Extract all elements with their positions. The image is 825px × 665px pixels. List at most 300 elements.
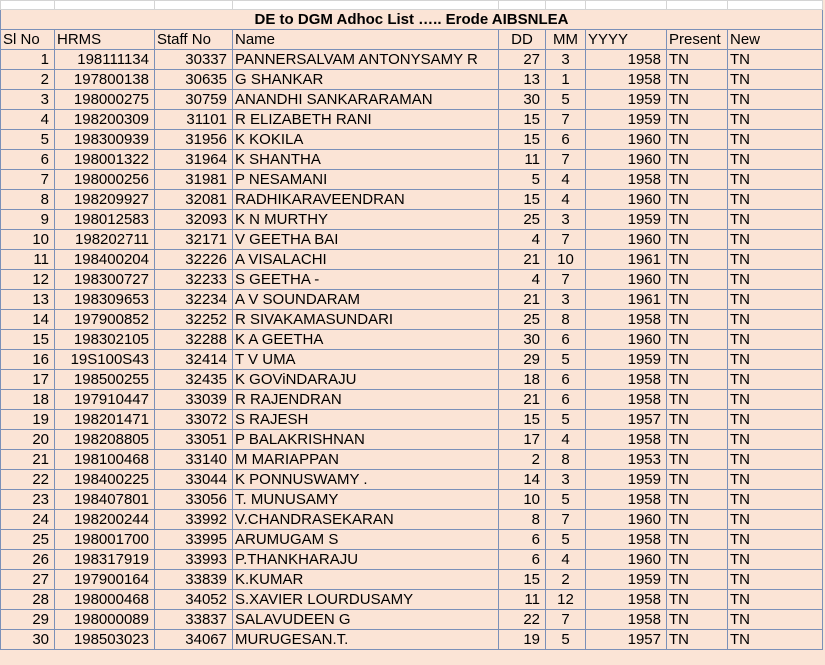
cell-hrms[interactable]: 198200244 [55, 510, 155, 530]
cell-yyyy[interactable]: 1960 [586, 150, 667, 170]
cell-name[interactable]: K.KUMAR [233, 570, 499, 590]
cell-name[interactable]: A VISALACHI [233, 250, 499, 270]
cell-mm[interactable]: 3 [546, 470, 586, 490]
cell-mm[interactable]: 7 [546, 230, 586, 250]
cell-sl-no[interactable]: 2 [1, 70, 55, 90]
cell-yyyy[interactable]: 1960 [586, 230, 667, 250]
table-row [1, 550, 823, 570]
cell-hrms[interactable]: 198503023 [55, 630, 155, 650]
cell-staff-no[interactable]: 31956 [155, 130, 233, 150]
cell-new[interactable]: TN [728, 610, 823, 630]
cell-dd[interactable]: 25 [499, 310, 546, 330]
cell-staff-no[interactable]: 33140 [155, 450, 233, 470]
cell-staff-no[interactable]: 30759 [155, 90, 233, 110]
cell-dd[interactable]: 14 [499, 470, 546, 490]
cell-yyyy[interactable]: 1959 [586, 110, 667, 130]
cell-dd[interactable]: 2 [499, 450, 546, 470]
header-new[interactable]: New [728, 30, 823, 50]
cell-dd[interactable]: 19 [499, 630, 546, 650]
cell-new[interactable]: TN [728, 390, 823, 410]
cell-dd[interactable]: 4 [499, 230, 546, 250]
cell-new[interactable]: TN [728, 410, 823, 430]
cell-new[interactable]: TN [728, 570, 823, 590]
cell-new[interactable]: TN [728, 470, 823, 490]
cell-dd[interactable]: 29 [499, 350, 546, 370]
cell-present[interactable]: TN [667, 630, 728, 650]
cell-new[interactable]: TN [728, 490, 823, 510]
header-present[interactable]: Present [667, 30, 728, 50]
cell-sl-no[interactable]: 11 [1, 250, 55, 270]
cell-present[interactable]: TN [667, 450, 728, 470]
cell-mm[interactable]: 7 [546, 150, 586, 170]
cell-name[interactable]: V.CHANDRASEKARAN [233, 510, 499, 530]
cell-yyyy[interactable]: 1957 [586, 410, 667, 430]
cell-new[interactable]: TN [728, 50, 823, 70]
cell-name[interactable]: K PONNUSWAMY . [233, 470, 499, 490]
cell-sl-no[interactable]: 21 [1, 450, 55, 470]
cell-yyyy[interactable]: 1953 [586, 450, 667, 470]
header-sl-no[interactable]: Sl No [1, 30, 55, 50]
cell-present[interactable]: TN [667, 250, 728, 270]
cell-sl-no[interactable]: 18 [1, 390, 55, 410]
cell-new[interactable]: TN [728, 530, 823, 550]
cell-mm[interactable]: 5 [546, 530, 586, 550]
cell-sl-no[interactable]: 7 [1, 170, 55, 190]
cell-sl-no[interactable]: 22 [1, 470, 55, 490]
cell-staff-no[interactable]: 33051 [155, 430, 233, 450]
cell-name[interactable]: T. MUNUSAMY [233, 490, 499, 510]
header-dd[interactable]: DD [499, 30, 546, 50]
cell-mm[interactable]: 7 [546, 610, 586, 630]
cell-mm[interactable]: 1 [546, 70, 586, 90]
cell-sl-no[interactable]: 14 [1, 310, 55, 330]
cell-mm[interactable]: 3 [546, 50, 586, 70]
cell-present[interactable]: TN [667, 70, 728, 90]
cell-staff-no[interactable]: 31981 [155, 170, 233, 190]
cell-new[interactable]: TN [728, 170, 823, 190]
cell-sl-no[interactable]: 16 [1, 350, 55, 370]
cell-dd[interactable]: 21 [499, 250, 546, 270]
cell-staff-no[interactable]: 30337 [155, 50, 233, 70]
cell-staff-no[interactable]: 33992 [155, 510, 233, 530]
cell-sl-no[interactable]: 1 [1, 50, 55, 70]
table-row [1, 90, 823, 110]
cell-hrms[interactable]: 198111134 [55, 50, 155, 70]
cell-yyyy[interactable]: 1959 [586, 210, 667, 230]
cell-dd[interactable]: 18 [499, 370, 546, 390]
cell-hrms[interactable]: 198012583 [55, 210, 155, 230]
cell-yyyy[interactable]: 1959 [586, 470, 667, 490]
cell-present[interactable]: TN [667, 130, 728, 150]
cell-name[interactable]: M MARIAPPAN [233, 450, 499, 470]
cell-hrms[interactable]: 198001700 [55, 530, 155, 550]
cell-yyyy[interactable]: 1958 [586, 430, 667, 450]
cell-present[interactable]: TN [667, 430, 728, 450]
cell-hrms[interactable]: 19S100S43 [55, 350, 155, 370]
cell-hrms[interactable]: 198201471 [55, 410, 155, 430]
cell-hrms[interactable]: 198000275 [55, 90, 155, 110]
cell-hrms[interactable]: 198208805 [55, 430, 155, 450]
cell-mm[interactable]: 3 [546, 210, 586, 230]
cell-name[interactable]: RADHIKARAVEENDRAN [233, 190, 499, 210]
cell-dd[interactable]: 21 [499, 390, 546, 410]
cell-present[interactable]: TN [667, 50, 728, 70]
cell-hrms[interactable]: 197910447 [55, 390, 155, 410]
cell-staff-no[interactable]: 32414 [155, 350, 233, 370]
cell-sl-no[interactable]: 10 [1, 230, 55, 250]
cell-staff-no[interactable]: 33837 [155, 610, 233, 630]
cell-present[interactable]: TN [667, 510, 728, 530]
cell-name[interactable]: K KOKILA [233, 130, 499, 150]
table-row [1, 110, 823, 130]
cell-yyyy[interactable]: 1959 [586, 350, 667, 370]
cell-yyyy[interactable]: 1959 [586, 90, 667, 110]
cell-dd[interactable]: 6 [499, 550, 546, 570]
cell-hrms[interactable]: 198100468 [55, 450, 155, 470]
cell-hrms[interactable]: 198200309 [55, 110, 155, 130]
cell-mm[interactable]: 4 [546, 170, 586, 190]
cell-mm[interactable]: 6 [546, 370, 586, 390]
cell-dd[interactable]: 15 [499, 130, 546, 150]
cell-mm[interactable]: 6 [546, 390, 586, 410]
cell-dd[interactable]: 6 [499, 530, 546, 550]
cell-yyyy[interactable]: 1961 [586, 290, 667, 310]
cell-dd[interactable]: 17 [499, 430, 546, 450]
cell-sl-no[interactable]: 26 [1, 550, 55, 570]
cell-staff-no[interactable]: 32093 [155, 210, 233, 230]
cell-new[interactable]: TN [728, 310, 823, 330]
table-row [1, 490, 823, 510]
cell-present[interactable]: TN [667, 550, 728, 570]
cell-sl-no[interactable]: 3 [1, 90, 55, 110]
cell-sl-no[interactable]: 4 [1, 110, 55, 130]
cell-hrms[interactable]: 198300727 [55, 270, 155, 290]
cell-name[interactable]: R ELIZABETH RANI [233, 110, 499, 130]
table-row [1, 130, 823, 150]
table-row [1, 290, 823, 310]
cell-staff-no[interactable]: 33839 [155, 570, 233, 590]
cell-staff-no[interactable]: 32234 [155, 290, 233, 310]
cell-sl-no[interactable]: 25 [1, 530, 55, 550]
cell-sl-no[interactable]: 15 [1, 330, 55, 350]
cell-staff-no[interactable]: 33039 [155, 390, 233, 410]
cell-yyyy[interactable]: 1958 [586, 70, 667, 90]
cell-dd[interactable]: 11 [499, 150, 546, 170]
cell-new[interactable]: TN [728, 110, 823, 130]
cell-new[interactable]: TN [728, 270, 823, 290]
cell-mm[interactable]: 6 [546, 330, 586, 350]
cell-staff-no[interactable]: 32226 [155, 250, 233, 270]
cell-mm[interactable]: 7 [546, 270, 586, 290]
cell-hrms[interactable]: 198202711 [55, 230, 155, 250]
cell-staff-no[interactable]: 32252 [155, 310, 233, 330]
cell-hrms[interactable]: 198302105 [55, 330, 155, 350]
cell-new[interactable]: TN [728, 250, 823, 270]
cell-present[interactable]: TN [667, 330, 728, 350]
cell-mm[interactable]: 5 [546, 490, 586, 510]
cell-present[interactable]: TN [667, 290, 728, 310]
cell-mm[interactable]: 2 [546, 570, 586, 590]
cell-hrms[interactable]: 198000468 [55, 590, 155, 610]
cell-name[interactable]: S.XAVIER LOURDUSAMY [233, 590, 499, 610]
cell-mm[interactable]: 5 [546, 90, 586, 110]
cell-name[interactable]: V GEETHA BAI [233, 230, 499, 250]
cell-dd[interactable]: 15 [499, 570, 546, 590]
cell-name[interactable]: ANANDHI SANKARARAMAN [233, 90, 499, 110]
table-row [1, 230, 823, 250]
cell-new[interactable]: TN [728, 350, 823, 370]
cell-present[interactable]: TN [667, 410, 728, 430]
cell-present[interactable]: TN [667, 390, 728, 410]
cell-yyyy[interactable]: 1960 [586, 130, 667, 150]
cell-name[interactable]: ARUMUGAM S [233, 530, 499, 550]
cell-name[interactable]: SALAVUDEEN G [233, 610, 499, 630]
header-mm[interactable]: MM [546, 30, 586, 50]
cell-yyyy[interactable]: 1958 [586, 590, 667, 610]
cell-mm[interactable]: 5 [546, 630, 586, 650]
cell-mm[interactable]: 8 [546, 310, 586, 330]
cell-mm[interactable]: 12 [546, 590, 586, 610]
cell-staff-no[interactable]: 32288 [155, 330, 233, 350]
cell-present[interactable]: TN [667, 370, 728, 390]
cell-dd[interactable]: 13 [499, 70, 546, 90]
cell-dd[interactable]: 15 [499, 410, 546, 430]
cell-dd[interactable]: 5 [499, 170, 546, 190]
cell-sl-no[interactable]: 17 [1, 370, 55, 390]
cell-yyyy[interactable]: 1958 [586, 490, 667, 510]
cell-hrms[interactable]: 198407801 [55, 490, 155, 510]
cell-present[interactable]: TN [667, 230, 728, 250]
cell-new[interactable]: TN [728, 630, 823, 650]
cell-name[interactable]: A V SOUNDARAM [233, 290, 499, 310]
cell-dd[interactable]: 25 [499, 210, 546, 230]
cell-dd[interactable]: 30 [499, 90, 546, 110]
header-staff-no[interactable]: Staff No [155, 30, 233, 50]
cell-present[interactable]: TN [667, 150, 728, 170]
cell-new[interactable]: TN [728, 150, 823, 170]
cell-present[interactable]: TN [667, 570, 728, 590]
cell-mm[interactable]: 5 [546, 350, 586, 370]
cell-name[interactable]: K SHANTHA [233, 150, 499, 170]
cell-mm[interactable]: 5 [546, 410, 586, 430]
table-row [1, 270, 823, 290]
table-row [1, 330, 823, 350]
cell-yyyy[interactable]: 1960 [586, 550, 667, 570]
table-row [1, 570, 823, 590]
cell-mm[interactable]: 7 [546, 110, 586, 130]
cell-yyyy[interactable]: 1960 [586, 190, 667, 210]
cell-dd[interactable]: 22 [499, 610, 546, 630]
table-row [1, 530, 823, 550]
cell-yyyy[interactable]: 1959 [586, 570, 667, 590]
cell-yyyy[interactable]: 1960 [586, 270, 667, 290]
cell-hrms[interactable]: 198309653 [55, 290, 155, 310]
cell-mm[interactable]: 4 [546, 550, 586, 570]
cell-sl-no[interactable]: 5 [1, 130, 55, 150]
cell-new[interactable]: TN [728, 70, 823, 90]
cell-name[interactable]: MURUGESAN.T. [233, 630, 499, 650]
cell-new[interactable]: TN [728, 550, 823, 570]
cell-hrms[interactable]: 198400225 [55, 470, 155, 490]
cell-sl-no[interactable]: 13 [1, 290, 55, 310]
cell-hrms[interactable]: 198209927 [55, 190, 155, 210]
cell-name[interactable]: P.THANKHARAJU [233, 550, 499, 570]
header-name[interactable]: Name [233, 30, 499, 50]
cell-staff-no[interactable]: 34052 [155, 590, 233, 610]
cell-hrms[interactable]: 198001322 [55, 150, 155, 170]
cell-hrms[interactable]: 198000089 [55, 610, 155, 630]
cell-name[interactable]: S RAJESH [233, 410, 499, 430]
cell-present[interactable]: TN [667, 210, 728, 230]
cell-hrms[interactable]: 198000256 [55, 170, 155, 190]
cell-present[interactable]: TN [667, 170, 728, 190]
cell-sl-no[interactable]: 29 [1, 610, 55, 630]
table-row [1, 50, 823, 70]
cell-staff-no[interactable]: 33993 [155, 550, 233, 570]
cell-yyyy[interactable]: 1960 [586, 330, 667, 350]
cell-hrms[interactable]: 198400204 [55, 250, 155, 270]
cell-staff-no[interactable]: 31101 [155, 110, 233, 130]
cell-hrms[interactable]: 197800138 [55, 70, 155, 90]
header-yyyy[interactable]: YYYY [586, 30, 667, 50]
cell-sl-no[interactable]: 20 [1, 430, 55, 450]
cell-mm[interactable]: 4 [546, 190, 586, 210]
cell-new[interactable]: TN [728, 590, 823, 610]
table-row [1, 470, 823, 490]
cell-yyyy[interactable]: 1958 [586, 530, 667, 550]
table-row [1, 150, 823, 170]
cell-new[interactable]: TN [728, 330, 823, 350]
cell-yyyy[interactable]: 1958 [586, 610, 667, 630]
cell-mm[interactable]: 4 [546, 430, 586, 450]
cell-hrms[interactable]: 197900852 [55, 310, 155, 330]
cell-staff-no[interactable]: 34067 [155, 630, 233, 650]
cell-mm[interactable]: 8 [546, 450, 586, 470]
cell-new[interactable]: TN [728, 370, 823, 390]
cell-staff-no[interactable]: 33044 [155, 470, 233, 490]
cell-new[interactable]: TN [728, 450, 823, 470]
cell-name[interactable]: S GEETHA - [233, 270, 499, 290]
cell-staff-no[interactable]: 32081 [155, 190, 233, 210]
cell-yyyy[interactable]: 1960 [586, 510, 667, 530]
cell-new[interactable]: TN [728, 230, 823, 250]
cell-sl-no[interactable]: 19 [1, 410, 55, 430]
table-row [1, 610, 823, 630]
cell-name[interactable]: T V UMA [233, 350, 499, 370]
cell-new[interactable]: TN [728, 130, 823, 150]
cell-hrms[interactable]: 197900164 [55, 570, 155, 590]
cell-yyyy[interactable]: 1958 [586, 370, 667, 390]
cell-staff-no[interactable]: 33072 [155, 410, 233, 430]
cell-name[interactable]: K GOViNDARAJU [233, 370, 499, 390]
cell-yyyy[interactable]: 1958 [586, 310, 667, 330]
cell-dd[interactable]: 8 [499, 510, 546, 530]
cell-mm[interactable]: 7 [546, 510, 586, 530]
cell-name[interactable]: R RAJENDRAN [233, 390, 499, 410]
cell-sl-no[interactable]: 23 [1, 490, 55, 510]
cell-mm[interactable]: 6 [546, 130, 586, 150]
cell-new[interactable]: TN [728, 510, 823, 530]
cell-present[interactable]: TN [667, 110, 728, 130]
cell-present[interactable]: TN [667, 470, 728, 490]
cell-yyyy[interactable]: 1958 [586, 170, 667, 190]
cell-sl-no[interactable]: 27 [1, 570, 55, 590]
cell-dd[interactable]: 21 [499, 290, 546, 310]
cell-yyyy[interactable]: 1961 [586, 250, 667, 270]
cell-name[interactable]: K N MURTHY [233, 210, 499, 230]
cell-dd[interactable]: 27 [499, 50, 546, 70]
cell-hrms[interactable]: 198500255 [55, 370, 155, 390]
cell-dd[interactable]: 4 [499, 270, 546, 290]
cell-hrms[interactable]: 198317919 [55, 550, 155, 570]
cell-name[interactable]: R SIVAKAMASUNDARI [233, 310, 499, 330]
cell-sl-no[interactable]: 8 [1, 190, 55, 210]
table-row [1, 430, 823, 450]
cell-staff-no[interactable]: 32171 [155, 230, 233, 250]
sheet-title[interactable]: DE to DGM Adhoc List ….. Erode AIBSNLEA [1, 10, 823, 30]
cell-sl-no[interactable]: 30 [1, 630, 55, 650]
cell-new[interactable]: TN [728, 430, 823, 450]
cell-staff-no[interactable]: 30635 [155, 70, 233, 90]
cell-name[interactable]: P BALAKRISHNAN [233, 430, 499, 450]
cell-sl-no[interactable]: 6 [1, 150, 55, 170]
cell-name[interactable]: P NESAMANI [233, 170, 499, 190]
cell-dd[interactable]: 15 [499, 110, 546, 130]
cell-staff-no[interactable]: 32435 [155, 370, 233, 390]
cell-staff-no[interactable]: 33995 [155, 530, 233, 550]
cell-present[interactable]: TN [667, 350, 728, 370]
cell-yyyy[interactable]: 1958 [586, 50, 667, 70]
table-row [1, 210, 823, 230]
cell-present[interactable]: TN [667, 530, 728, 550]
cell-present[interactable]: TN [667, 310, 728, 330]
cell-present[interactable]: TN [667, 190, 728, 210]
cell-dd[interactable]: 10 [499, 490, 546, 510]
cell-new[interactable]: TN [728, 90, 823, 110]
cell-name[interactable]: K A GEETHA [233, 330, 499, 350]
cell-new[interactable]: TN [728, 190, 823, 210]
cell-yyyy[interactable]: 1958 [586, 390, 667, 410]
cell-dd[interactable]: 15 [499, 190, 546, 210]
cell-yyyy[interactable]: 1957 [586, 630, 667, 650]
cell-hrms[interactable]: 198300939 [55, 130, 155, 150]
cell-present[interactable]: TN [667, 610, 728, 630]
cell-dd[interactable]: 11 [499, 590, 546, 610]
cell-present[interactable]: TN [667, 490, 728, 510]
cell-sl-no[interactable]: 12 [1, 270, 55, 290]
cell-staff-no[interactable]: 33056 [155, 490, 233, 510]
cell-mm[interactable]: 3 [546, 290, 586, 310]
table-row [1, 310, 823, 330]
cell-mm[interactable]: 10 [546, 250, 586, 270]
cell-present[interactable]: TN [667, 90, 728, 110]
header-row [1, 30, 823, 50]
cell-new[interactable]: TN [728, 290, 823, 310]
cell-present[interactable]: TN [667, 270, 728, 290]
cell-name[interactable]: G SHANKAR [233, 70, 499, 90]
cell-staff-no[interactable]: 31964 [155, 150, 233, 170]
header-hrms[interactable]: HRMS [55, 30, 155, 50]
cell-name[interactable]: PANNERSALVAM ANTONYSAMY R [233, 50, 499, 70]
cell-sl-no[interactable]: 28 [1, 590, 55, 610]
cell-staff-no[interactable]: 32233 [155, 270, 233, 290]
table-row [1, 630, 823, 650]
cell-sl-no[interactable]: 9 [1, 210, 55, 230]
cell-sl-no[interactable]: 24 [1, 510, 55, 530]
cell-present[interactable]: TN [667, 590, 728, 610]
cell-dd[interactable]: 30 [499, 330, 546, 350]
cell-new[interactable]: TN [728, 210, 823, 230]
